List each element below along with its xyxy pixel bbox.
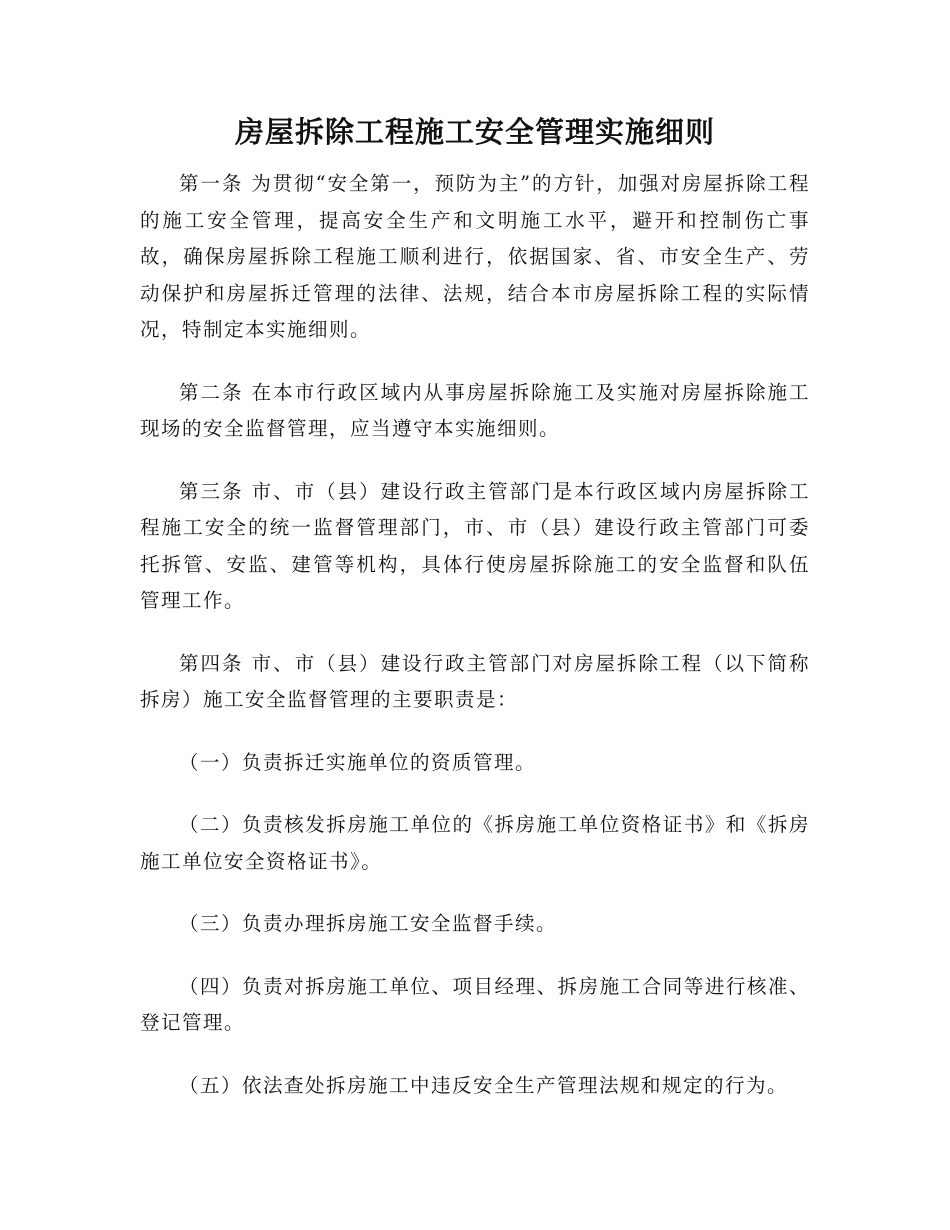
document-body	[140, 166, 810, 1130]
paragraph-item-3: （三）负责办理拆房施工安全监督手续。	[179, 912, 558, 935]
paragraph-article-4: 第四条 市、市（县）建设行政主管部门对房屋拆除工程（以下简称拆房）施工安全监督管理的主要职责是：	[140, 651, 810, 711]
paragraph-item-1: （一）负责拆迁实施单位的资质管理。	[179, 750, 537, 774]
paragraph-item-2: （二）负责核发拆房施工单位的《拆房施工单位资格证书》和《拆房施工单位安全资格证书》。	[140, 813, 810, 873]
paragraph-article-2: 第二条 在本市行政区域内从事房屋拆除施工及实施对房屋拆除施工现场的安全监督管理，应当遵守本实施细则。	[140, 380, 810, 440]
paragraph-article-1: 第一条 为贯彻“安全第一，预防为主”的方针，加强对房屋拆除工程的施工安全管理，提高安全生产和文明施工水平，避开和控制伤亡事故，确保房屋拆除工程施工顺利进行，依据国家、省、市安全生产、劳动保护和房屋拆迁管理的法律、法规，结合本市房屋拆除工程的实际情况，特制定本实施细则。	[140, 172, 810, 341]
paragraph-item-4: （四）负责对拆房施工单位、项目经理、拆房施工合同等进行核准、登记管理。	[140, 974, 810, 1034]
paragraph-article-3: 第三条 市、市（县）建设行政主管部门是本行政区域内房屋拆除工程施工安全的统一监督管理部门，市、市（县）建设行政主管部门可委托拆管、安监、建管等机构，具体行使房屋拆除施工的安全监督和队伍管理工作。	[140, 479, 810, 612]
paragraph-item-5: （五）依法查处拆房施工中违反安全生产管理法规和规定的行为。	[179, 1073, 789, 1097]
document-title: 房屋拆除工程施工安全管理实施细则	[234, 115, 715, 149]
